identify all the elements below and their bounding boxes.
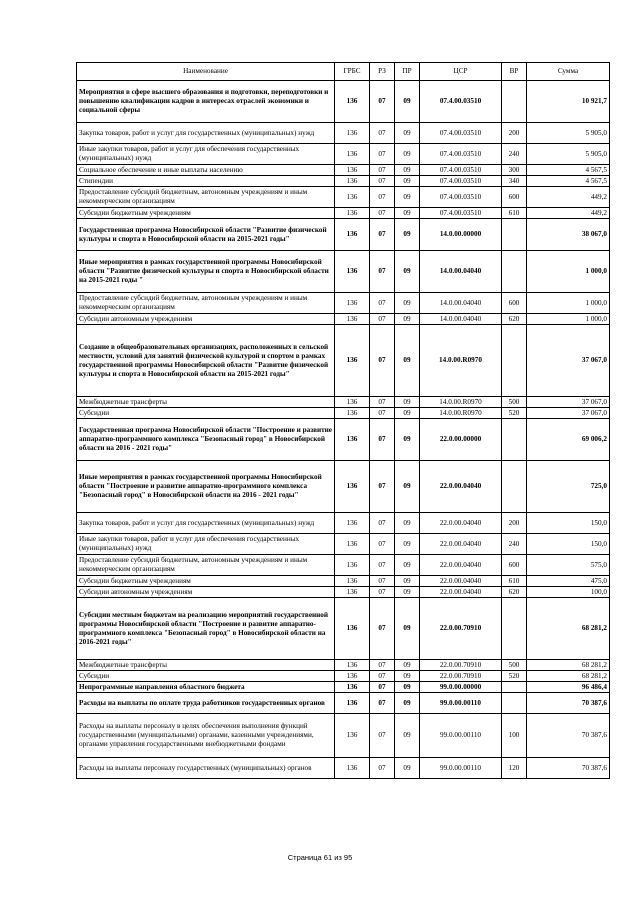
row-vr bbox=[502, 682, 527, 693]
row-pr: 09 bbox=[395, 314, 420, 325]
row-name: Субсидии bbox=[77, 671, 335, 682]
row-vr: 610 bbox=[502, 576, 527, 587]
row-grbs: 136 bbox=[335, 187, 370, 208]
row-vr bbox=[502, 419, 527, 461]
row-rz: 07 bbox=[370, 513, 395, 534]
row-pr: 09 bbox=[395, 176, 420, 187]
row-vr bbox=[502, 693, 527, 714]
row-grbs: 136 bbox=[335, 81, 370, 123]
row-rz: 07 bbox=[370, 682, 395, 693]
row-sum: 69 006,2 bbox=[527, 419, 610, 461]
row-rz: 07 bbox=[370, 758, 395, 779]
row-sum: 68 281,2 bbox=[527, 671, 610, 682]
row-pr: 09 bbox=[395, 671, 420, 682]
table-row bbox=[77, 408, 610, 419]
row-name: Расходы на выплаты персоналу в целях обеспечения выполнения функций государственными (муниципальными) органами, казенными учреждениями, органами управления государственными внебюджетными фондами bbox=[77, 714, 335, 758]
table-row bbox=[77, 513, 610, 534]
row-pr: 09 bbox=[395, 123, 420, 144]
table-row bbox=[77, 219, 610, 251]
table-row bbox=[77, 714, 610, 758]
table-row bbox=[77, 598, 610, 660]
row-name: Субсидии бюджетным учреждениям bbox=[77, 208, 335, 219]
row-rz: 07 bbox=[370, 314, 395, 325]
row-grbs: 136 bbox=[335, 123, 370, 144]
row-rz: 07 bbox=[370, 555, 395, 576]
row-grbs: 136 bbox=[335, 682, 370, 693]
header-csr: ЦСР bbox=[420, 63, 502, 81]
row-sum: 5 905,0 bbox=[527, 144, 610, 165]
row-name: Государственная программа Новосибирской области "Развитие физической культуры и спорта в Новосибирской области на 2015-2021 годы" bbox=[77, 219, 335, 251]
row-vr: 200 bbox=[502, 123, 527, 144]
row-name: Предоставление субсидий бюджетным, автономным учреждениям и иным некоммерческим организациям bbox=[77, 555, 335, 576]
row-vr: 610 bbox=[502, 208, 527, 219]
row-name: Субсидии автономным учреждениям bbox=[77, 314, 335, 325]
table-row bbox=[77, 671, 610, 682]
row-csr: 22.0.00.00000 bbox=[420, 419, 502, 461]
table-header-row bbox=[77, 63, 610, 81]
row-grbs: 136 bbox=[335, 408, 370, 419]
row-vr: 620 bbox=[502, 314, 527, 325]
row-pr: 09 bbox=[395, 660, 420, 671]
row-name: Субсидии автономным учреждениям bbox=[77, 587, 335, 598]
row-sum: 38 067,0 bbox=[527, 219, 610, 251]
row-vr bbox=[502, 219, 527, 251]
table-row bbox=[77, 293, 610, 314]
table-row bbox=[77, 576, 610, 587]
row-vr: 340 bbox=[502, 176, 527, 187]
row-rz: 07 bbox=[370, 144, 395, 165]
row-vr: 240 bbox=[502, 144, 527, 165]
row-vr bbox=[502, 325, 527, 397]
row-csr: 22.0.00.04040 bbox=[420, 576, 502, 587]
row-vr: 600 bbox=[502, 187, 527, 208]
row-sum: 150,0 bbox=[527, 534, 610, 555]
row-grbs: 136 bbox=[335, 165, 370, 176]
row-rz: 07 bbox=[370, 123, 395, 144]
row-pr: 09 bbox=[395, 576, 420, 587]
row-grbs: 136 bbox=[335, 555, 370, 576]
row-csr: 22.0.00.70910 bbox=[420, 598, 502, 660]
row-pr: 09 bbox=[395, 165, 420, 176]
header-vr: ВР bbox=[502, 63, 527, 81]
row-vr: 600 bbox=[502, 555, 527, 576]
row-grbs: 136 bbox=[335, 598, 370, 660]
row-csr: 07.4.00.03510 bbox=[420, 165, 502, 176]
row-name: Государственная программа Новосибирской области "Построение и развитие аппаратно-программного комплекса "Безопасный город" в Новосибирской области на 2016 - 2021 годы" bbox=[77, 419, 335, 461]
table-row bbox=[77, 325, 610, 397]
row-name: Закупка товаров, работ и услуг для государственных (муниципальных) нужд bbox=[77, 513, 335, 534]
row-rz: 07 bbox=[370, 81, 395, 123]
row-rz: 07 bbox=[370, 693, 395, 714]
header-sum: Сумма bbox=[527, 63, 610, 81]
row-csr: 22.0.00.04040 bbox=[420, 534, 502, 555]
row-sum: 150,0 bbox=[527, 513, 610, 534]
row-pr: 09 bbox=[395, 682, 420, 693]
table-row bbox=[77, 758, 610, 779]
row-vr: 600 bbox=[502, 293, 527, 314]
row-rz: 07 bbox=[370, 187, 395, 208]
row-grbs: 136 bbox=[335, 693, 370, 714]
table-row bbox=[77, 81, 610, 123]
row-name: Непрограммные направления областного бюджета bbox=[77, 682, 335, 693]
table-row bbox=[77, 165, 610, 176]
table-row bbox=[77, 534, 610, 555]
row-name: Иные закупки товаров, работ и услуг для обеспечения государственных (муниципальных) нужд bbox=[77, 144, 335, 165]
row-vr bbox=[502, 598, 527, 660]
row-sum: 575,0 bbox=[527, 555, 610, 576]
row-vr bbox=[502, 251, 527, 293]
row-vr bbox=[502, 81, 527, 123]
row-sum: 4 567,5 bbox=[527, 176, 610, 187]
row-name: Иные мероприятия в рамках государственной программы Новосибирской области "Построение и развитие аппаратно-программного комплекса "Безопасный город" в Новосибирской области на 2016 - 2021 годы" bbox=[77, 461, 335, 513]
row-pr: 09 bbox=[395, 144, 420, 165]
row-sum: 68 281,2 bbox=[527, 660, 610, 671]
row-csr: 22.0.00.04040 bbox=[420, 461, 502, 513]
row-grbs: 136 bbox=[335, 419, 370, 461]
row-name: Межбюджетные трансферты bbox=[77, 397, 335, 408]
row-sum: 96 486,4 bbox=[527, 682, 610, 693]
header-name: Наименование bbox=[77, 63, 335, 81]
row-name: Иные закупки товаров, работ и услуг для обеспечения государственных (муниципальных) нужд bbox=[77, 534, 335, 555]
row-rz: 07 bbox=[370, 293, 395, 314]
row-sum: 1 000,0 bbox=[527, 314, 610, 325]
row-sum: 4 567,5 bbox=[527, 165, 610, 176]
row-pr: 09 bbox=[395, 397, 420, 408]
row-csr: 07.4.00.03510 bbox=[420, 187, 502, 208]
row-sum: 37 067,0 bbox=[527, 397, 610, 408]
row-pr: 09 bbox=[395, 587, 420, 598]
table-row bbox=[77, 187, 610, 208]
row-csr: 99.0.00.00110 bbox=[420, 693, 502, 714]
row-pr: 09 bbox=[395, 714, 420, 758]
row-grbs: 136 bbox=[335, 144, 370, 165]
row-pr: 09 bbox=[395, 555, 420, 576]
row-name: Социальное обеспечение и иные выплаты населению bbox=[77, 165, 335, 176]
row-vr: 620 bbox=[502, 587, 527, 598]
row-grbs: 136 bbox=[335, 714, 370, 758]
row-vr: 120 bbox=[502, 758, 527, 779]
row-name: Закупка товаров, работ и услуг для государственных (муниципальных) нужд bbox=[77, 123, 335, 144]
row-name: Предоставление субсидий бюджетным, автономным учреждениям и иным некоммерческим организациям bbox=[77, 187, 335, 208]
row-pr: 09 bbox=[395, 461, 420, 513]
row-rz: 07 bbox=[370, 208, 395, 219]
table-body bbox=[77, 81, 610, 779]
row-vr: 520 bbox=[502, 408, 527, 419]
row-name: Иные мероприятия в рамках государственной программы Новосибирской области "Развитие физической культуры и спорта в Новосибирской области на 2015-2021 годы " bbox=[77, 251, 335, 293]
row-rz: 07 bbox=[370, 587, 395, 598]
row-csr: 22.0.00.04040 bbox=[420, 513, 502, 534]
row-grbs: 136 bbox=[335, 208, 370, 219]
row-sum: 5 905,0 bbox=[527, 123, 610, 144]
row-sum: 449,2 bbox=[527, 187, 610, 208]
row-sum: 70 387,6 bbox=[527, 693, 610, 714]
row-vr: 500 bbox=[502, 397, 527, 408]
row-pr: 09 bbox=[395, 325, 420, 397]
row-grbs: 136 bbox=[335, 461, 370, 513]
page-number: Страница 61 из 95 bbox=[287, 853, 353, 862]
row-sum: 70 387,6 bbox=[527, 714, 610, 758]
row-csr: 22.0.00.70910 bbox=[420, 671, 502, 682]
row-sum: 37 067,0 bbox=[527, 325, 610, 397]
row-csr: 07.4.00.03510 bbox=[420, 144, 502, 165]
table-row bbox=[77, 587, 610, 598]
row-sum: 725,0 bbox=[527, 461, 610, 513]
row-csr: 07.4.00.03510 bbox=[420, 123, 502, 144]
row-sum: 37 067,0 bbox=[527, 408, 610, 419]
row-csr: 14.0.00.04040 bbox=[420, 251, 502, 293]
row-pr: 09 bbox=[395, 219, 420, 251]
row-csr: 14.0.00.04040 bbox=[420, 293, 502, 314]
row-rz: 07 bbox=[370, 461, 395, 513]
table-row bbox=[77, 682, 610, 693]
row-grbs: 136 bbox=[335, 314, 370, 325]
row-pr: 09 bbox=[395, 293, 420, 314]
row-sum: 1 000,0 bbox=[527, 293, 610, 314]
row-grbs: 136 bbox=[335, 397, 370, 408]
row-pr: 09 bbox=[395, 408, 420, 419]
row-csr: 07.4.00.03510 bbox=[420, 176, 502, 187]
table-row bbox=[77, 144, 610, 165]
row-pr: 09 bbox=[395, 81, 420, 123]
row-grbs: 136 bbox=[335, 660, 370, 671]
row-name: Предоставление субсидий бюджетным, автономным учреждениям и иным некоммерческим организациям bbox=[77, 293, 335, 314]
row-rz: 07 bbox=[370, 325, 395, 397]
row-rz: 07 bbox=[370, 219, 395, 251]
row-rz: 07 bbox=[370, 598, 395, 660]
row-rz: 07 bbox=[370, 176, 395, 187]
row-csr: 07.4.00.03510 bbox=[420, 81, 502, 123]
row-csr: 22.0.00.70910 bbox=[420, 660, 502, 671]
row-pr: 09 bbox=[395, 419, 420, 461]
row-sum: 70 387,6 bbox=[527, 758, 610, 779]
row-csr: 99.0.00.00110 bbox=[420, 758, 502, 779]
table-row bbox=[77, 176, 610, 187]
row-csr: 14.0.00.04040 bbox=[420, 314, 502, 325]
row-csr: 07.4.00.03510 bbox=[420, 208, 502, 219]
table-row bbox=[77, 555, 610, 576]
row-rz: 07 bbox=[370, 165, 395, 176]
row-grbs: 136 bbox=[335, 176, 370, 187]
row-vr: 300 bbox=[502, 165, 527, 176]
table-row bbox=[77, 251, 610, 293]
row-rz: 07 bbox=[370, 251, 395, 293]
table-row bbox=[77, 397, 610, 408]
row-vr: 100 bbox=[502, 714, 527, 758]
row-csr: 14.0.00.00000 bbox=[420, 219, 502, 251]
header-grbs: ГРБС bbox=[335, 63, 370, 81]
row-rz: 07 bbox=[370, 419, 395, 461]
row-name: Межбюджетные трансферты bbox=[77, 660, 335, 671]
row-name: Расходы на выплаты по оплате труда работников государственных органов bbox=[77, 693, 335, 714]
row-sum: 68 281,2 bbox=[527, 598, 610, 660]
row-sum: 100,0 bbox=[527, 587, 610, 598]
row-pr: 09 bbox=[395, 187, 420, 208]
row-sum: 10 921,7 bbox=[527, 81, 610, 123]
row-grbs: 136 bbox=[335, 251, 370, 293]
row-grbs: 136 bbox=[335, 534, 370, 555]
table-row bbox=[77, 123, 610, 144]
row-vr: 240 bbox=[502, 534, 527, 555]
row-sum: 449,2 bbox=[527, 208, 610, 219]
row-sum: 1 000,0 bbox=[527, 251, 610, 293]
row-sum: 475,0 bbox=[527, 576, 610, 587]
row-pr: 09 bbox=[395, 513, 420, 534]
budget-table bbox=[76, 62, 610, 779]
row-rz: 07 bbox=[370, 397, 395, 408]
row-csr: 14.0.00.R0970 bbox=[420, 397, 502, 408]
row-name: Стипендии bbox=[77, 176, 335, 187]
row-pr: 09 bbox=[395, 534, 420, 555]
row-grbs: 136 bbox=[335, 513, 370, 534]
row-rz: 07 bbox=[370, 714, 395, 758]
row-pr: 09 bbox=[395, 693, 420, 714]
table-row bbox=[77, 461, 610, 513]
row-name: Создание в общеобразовательных организациях, расположенных в сельской местности, условий для занятий физической культурой и спортом в рамках государственной программы Новосибирской области "Развитие физической культуры и спорта в Новосибирской области на 2015-2021 годы" bbox=[77, 325, 335, 397]
table-row bbox=[77, 314, 610, 325]
row-name: Субсидии bbox=[77, 408, 335, 419]
row-grbs: 136 bbox=[335, 671, 370, 682]
row-csr: 22.0.00.04040 bbox=[420, 555, 502, 576]
row-csr: 14.0.00.R0970 bbox=[420, 408, 502, 419]
header-rz: РЗ bbox=[370, 63, 395, 81]
row-csr: 14.0.00.R0970 bbox=[420, 325, 502, 397]
row-pr: 09 bbox=[395, 251, 420, 293]
row-csr: 99.0.00.00000 bbox=[420, 682, 502, 693]
row-grbs: 136 bbox=[335, 219, 370, 251]
row-grbs: 136 bbox=[335, 325, 370, 397]
row-name: Мероприятия в сфере высшего образования и подготовки, переподготовки и повышению квалификации кадров в интересах отраслей экономики и социальной сферы bbox=[77, 81, 335, 123]
table-row bbox=[77, 693, 610, 714]
row-csr: 99.0.00.00110 bbox=[420, 714, 502, 758]
row-vr: 200 bbox=[502, 513, 527, 534]
row-grbs: 136 bbox=[335, 576, 370, 587]
row-grbs: 136 bbox=[335, 293, 370, 314]
row-pr: 09 bbox=[395, 598, 420, 660]
row-name: Субсидии местным бюджетам на реализацию мероприятий государственной программы Новосибирской области "Построение и развитие аппаратно-программного комплекса "Безопасный город" в Новосибирской области на 2016-2021 годы" bbox=[77, 598, 335, 660]
row-rz: 07 bbox=[370, 534, 395, 555]
row-rz: 07 bbox=[370, 671, 395, 682]
row-rz: 07 bbox=[370, 576, 395, 587]
row-vr bbox=[502, 461, 527, 513]
table-row bbox=[77, 660, 610, 671]
row-grbs: 136 bbox=[335, 587, 370, 598]
row-pr: 09 bbox=[395, 208, 420, 219]
row-grbs: 136 bbox=[335, 758, 370, 779]
row-name: Расходы на выплаты персоналу государственных (муниципальных) органов bbox=[77, 758, 335, 779]
row-pr: 09 bbox=[395, 758, 420, 779]
header-pr: ПР bbox=[395, 63, 420, 81]
table-row bbox=[77, 208, 610, 219]
row-vr: 500 bbox=[502, 660, 527, 671]
row-csr: 22.0.00.04040 bbox=[420, 587, 502, 598]
row-rz: 07 bbox=[370, 408, 395, 419]
table-row bbox=[77, 419, 610, 461]
row-vr: 520 bbox=[502, 671, 527, 682]
row-name: Субсидии бюджетным учреждениям bbox=[77, 576, 335, 587]
row-rz: 07 bbox=[370, 660, 395, 671]
